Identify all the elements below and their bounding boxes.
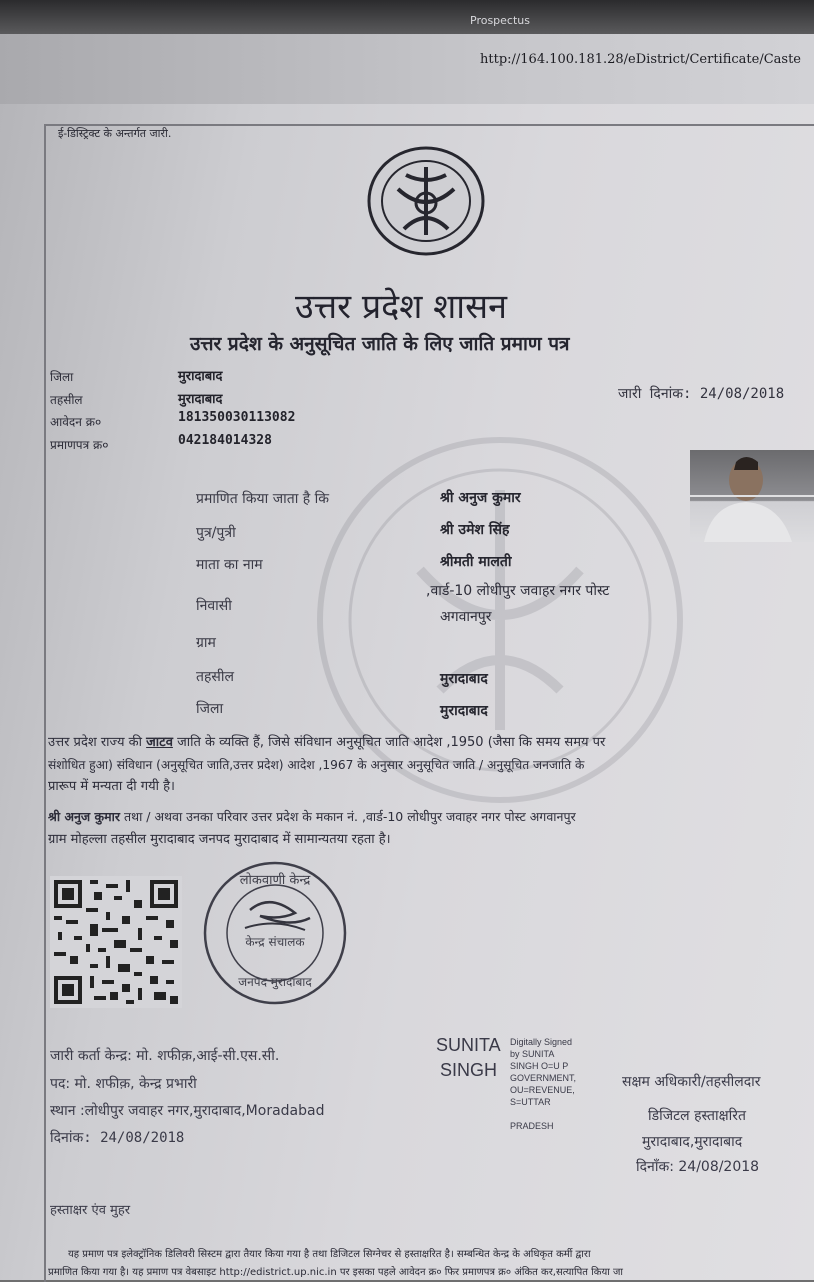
son-of-label: पुत्र/पुत्री xyxy=(196,525,236,541)
caste-name: जाटव xyxy=(146,735,173,750)
sig-detail-line: Digitally Signed xyxy=(510,1037,573,1047)
sig-detail-line: OU=REVENUE, xyxy=(510,1085,575,1095)
resident-address-line-1: ,वार्ड-10 लोधीपुर जवाहर नगर पोस्ट xyxy=(426,583,610,599)
digitally-signed-text: डिजिटल हस्ताक्षरित xyxy=(648,1108,746,1124)
application-label: आवेदन क्र० xyxy=(50,415,102,429)
tehsil2-value: मुरादाबाद xyxy=(440,671,488,687)
url-text[interactable]: http://164.100.181.28/eDistrict/Certificate/Caste xyxy=(480,52,801,67)
authority-place: मुरादाबाद,मुरादाबाद xyxy=(642,1134,743,1150)
issuer-date: दिनांक: 24/08/2018 xyxy=(50,1130,185,1146)
district2-label: जिला xyxy=(196,701,224,717)
browser-top-bar xyxy=(0,0,814,34)
certificate-number: 042184014328 xyxy=(178,433,272,448)
residence-paragraph-line-1 xyxy=(48,806,576,828)
para2-text: तथा / अथवा उनका परिवार उत्तर प्रदेश के मकान नं. ,वार्ड-10 लोधीपुर जवाहर नगर पोस्ट अगवानपुर xyxy=(123,809,576,824)
mother-label: माता का नाम xyxy=(196,557,263,573)
tehsil-value: मुरादाबाद xyxy=(178,392,223,407)
sig-detail-line: GOVERNMENT, xyxy=(510,1073,577,1083)
caste-paragraph-line-2: संशोधित हुआ) संविधान (अनुसूचित जाति,उत्तर प्रदेश) आदेश ,1967 के अनुसार अनुसूचित जाति / अनुसूचित जनजाति के xyxy=(48,758,585,772)
caste-paragraph-line-3: प्रारूप में मन्यता दी गयी है। xyxy=(48,779,175,794)
footer-note-line-1: यह प्रमाण पत्र इलेक्ट्रॉनिक डिलिवरी सिस्टम द्वारा तैयार किया गया है तथा डिजिटल सिग्नेचर से हस्ताक्षरित है। सम्बन्धित केन्द्र के अधिकृत कर्मी द्वारा xyxy=(68,1249,591,1260)
issue-date: जारी दिनांक: 24/08/2018 xyxy=(618,386,785,402)
applicant-photo xyxy=(690,450,814,542)
para1-suffix: जाति के व्यक्ति हैं, जिसे संविधान अनुसूचित जाति आदेश ,1950 (जैसा कि समय समय पर xyxy=(177,735,606,750)
resident-address-line-2: अगवानपुर xyxy=(440,609,492,625)
certified-label: प्रमाणित किया जाता है कि xyxy=(196,491,330,507)
sign-and-seal-label: हस्ताक्षर एंव मुहर xyxy=(50,1203,131,1218)
sig-detail-line: SINGH O=U P xyxy=(510,1061,569,1071)
issue-place: स्थान :लोधीपुर जवाहर नगर,मुरादाबाद,Moradabad xyxy=(50,1103,325,1119)
district-value: मुरादाबाद xyxy=(178,369,223,384)
district-label: जिला xyxy=(50,370,74,384)
resident-label: निवासी xyxy=(196,598,232,614)
para1-prefix: उत्तर प्रदेश राज्य की xyxy=(48,735,142,750)
authority-date: दिनाँक: 24/08/2018 xyxy=(636,1159,760,1175)
sig-detail-line: by SUNITA xyxy=(510,1049,555,1059)
mother-name: श्रीमती मालती xyxy=(440,554,512,570)
signer-name-line-1: SUNITA xyxy=(436,1035,501,1055)
residence-paragraph-line-2: ग्राम मोहल्ला तहसील मुरादाबाद जनपद मुरादाबाद में सामान्यतया रहता है। xyxy=(48,832,391,847)
applicant-name: श्री अनुज कुमार xyxy=(440,490,521,506)
footer-note-line-2: प्रमाणित किया गया है। यह प्रमाण पत्र वेबसाइट http://edistrict.up.nic.in पर इसका पहले आवेदन क्र० फिर प्रमाणपत्र क्र० अंकित कर,सत्यापित किया जा xyxy=(48,1267,624,1278)
up-government-emblem xyxy=(366,145,486,257)
village-label: ग्राम xyxy=(196,635,216,651)
centre-seal-stamp xyxy=(200,858,350,1008)
competent-authority: सक्षम अधिकारी/तहसीलदार xyxy=(622,1074,761,1090)
tehsil2-label: तहसील xyxy=(196,669,234,685)
government-title: उत्तर प्रदेश शासन xyxy=(295,287,507,327)
issuer-post: पद: मो. शफीक़, केन्द्र प्रभारी xyxy=(50,1076,197,1092)
sig-detail-line xyxy=(510,1108,576,1120)
application-number: 181350030113082 xyxy=(178,410,296,425)
digital-signature-details xyxy=(510,1036,576,1132)
certificate-title: उत्तर प्रदेश के अनुसूचित जाति के लिए जाति प्रमाण पत्र xyxy=(190,333,570,355)
seal-top-text: लोकवाणी केन्द्र xyxy=(239,873,311,888)
browser-tab-title[interactable]: Prospectus xyxy=(470,14,530,27)
sig-detail-line: PRADESH xyxy=(510,1121,554,1131)
tehsil-label: तहसील xyxy=(50,393,83,407)
para2-applicant-name: श्री अनुज कुमार xyxy=(48,809,120,824)
signer-name-line-2: SINGH xyxy=(440,1060,498,1080)
issuing-centre: जारी कर्ता केन्द्र: मो. शफीक़,आई-सी.एस.सी. xyxy=(50,1048,280,1064)
browser-url-bar xyxy=(0,34,814,104)
seal-middle-text: केन्द्र संचालक xyxy=(245,935,305,949)
sig-detail-line: S=UTTAR xyxy=(510,1097,551,1107)
issued-under-text: ई-डिस्ट्रिक्ट के अन्तर्गत जारी. xyxy=(58,127,172,140)
district2-value: मुरादाबाद xyxy=(440,703,488,719)
caste-paragraph-line-1 xyxy=(48,732,605,754)
seal-bottom-text: जनपद मुरादाबाद xyxy=(238,975,312,989)
qr-code xyxy=(50,876,182,1008)
person-photo-icon xyxy=(690,450,814,542)
father-name: श्री उमेश सिंह xyxy=(440,522,510,538)
certificate-label: प्रमाणपत्र क्र० xyxy=(50,438,109,452)
